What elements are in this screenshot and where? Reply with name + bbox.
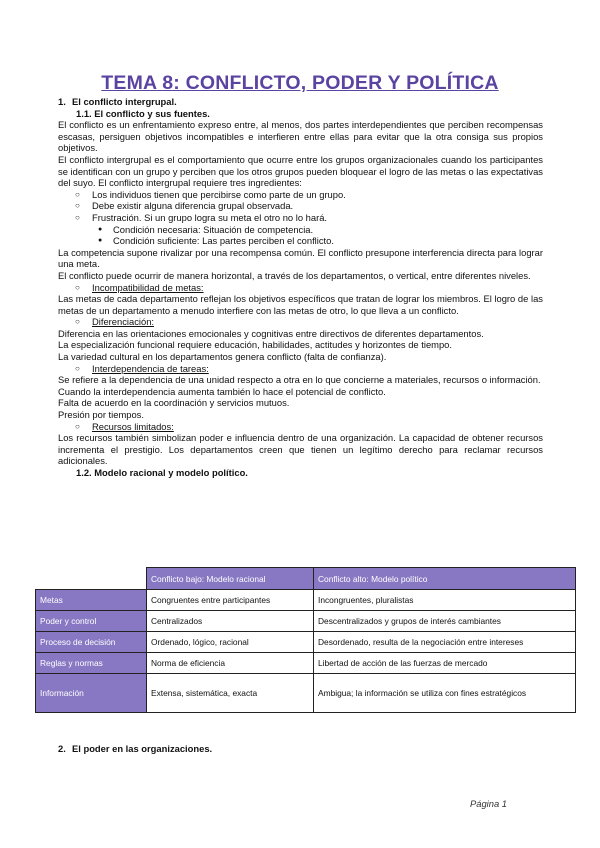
section-heading-2: 2. El poder en las organizaciones. (58, 743, 213, 754)
table-header: Conflicto bajo: Modelo racional (147, 568, 314, 590)
list-item: ○ Debe existir alguna diferencia grupal observada. (58, 200, 543, 212)
table-cell: Norma de eficiencia (147, 653, 314, 674)
list-item: ○ Frustración. Si un grupo logra su meta el otro no lo hará. (58, 212, 543, 224)
paragraph: Falta de acuerdo en la coordinación y servicios mutuos. (58, 397, 290, 409)
table-header: Conflicto alto: Modelo político (314, 568, 576, 590)
paragraph: El conflicto puede ocurrir de manera horizontal, a través de los departamentos, o vertical, entre diferentes niveles. (58, 269, 531, 281)
paragraph: La competencia supone rivalizar por una recompensa común. El conflicto presupone interferencia directa para lograr una meta. (58, 246, 543, 270)
page-number: Página 1 (470, 798, 508, 809)
bullet-heading: Interdependencia de tareas: (92, 362, 209, 374)
subsection-heading-1-1: 1.1. El conflicto y sus fuentes. (76, 107, 210, 119)
row-header: Información (36, 674, 147, 713)
table-row (36, 611, 576, 632)
table-row (36, 674, 576, 713)
paragraph: Los recursos también simbolizan poder e influencia dentro de una organización. La capacidad de obtener recursos incrementa el prestigio. Los departamentos creen que tienen un legítimo derecho para reclamar recursos adicionales. (58, 432, 543, 467)
list-subitem: ● Condición suficiente: Las partes perciben el conflicto. (58, 235, 543, 247)
table-cell: Incongruentes, pluralistas (314, 590, 576, 611)
page-title: TEMA 8: CONFLICTO, PODER Y POLÍTICA (101, 72, 499, 94)
table-cell: Desordenado, resulta de la negociación entre intereses (314, 632, 576, 653)
table-cell: Descentralizados y grupos de interés cambiantes (314, 611, 576, 632)
paragraph: El conflicto intergrupal es el comportamiento que ocurre entre los grupos organizacionales cuando los participantes se identifican con un grupo y perciben que los otros grupos pueden bloquear el logro de las metas o las expectativas del suyo. El conflicto intergrupal requiere tres ingredientes: (58, 153, 543, 189)
table-cell: Ordenado, lógico, racional (147, 632, 314, 653)
table-row (36, 653, 576, 674)
paragraph: La especialización funcional requiere educación, habilidades, actitudes y horizontes de tiempo. (58, 339, 452, 351)
table-row (36, 590, 576, 611)
row-header: Proceso de decisión (36, 632, 147, 653)
row-header: Poder y control (36, 611, 147, 632)
table-corner (36, 568, 147, 590)
paragraph: Diferencia en las orientaciones emocionales y cognitivas entre directivos de diferentes departamentos. (58, 327, 484, 339)
bullet-heading: Recursos limitados: (92, 420, 174, 432)
paragraph: Presión por tiempos. (58, 409, 144, 421)
main-content (58, 96, 543, 479)
table-cell: Libertad de acción de las fuerzas de mercado (314, 653, 576, 674)
list-item: ○ Los individuos tienen que percibirse como parte de un grupo. (58, 189, 543, 201)
ingredients-list (58, 189, 543, 247)
table-cell: Ambigua; la información se utiliza con fines estratégicos (314, 674, 576, 713)
table-cell: Centralizados (147, 611, 314, 632)
paragraph: La variedad cultural en los departamentos genera conflicto (falta de confianza). (58, 351, 387, 363)
table-cell: Congruentes entre participantes (147, 590, 314, 611)
table-header-row (36, 568, 576, 590)
table-row (36, 632, 576, 653)
table-cell: Extensa, sistemática, exacta (147, 674, 314, 713)
models-table (35, 567, 576, 713)
paragraph: Cuando la interdependencia aumenta también lo hace el potencial de conflicto. (58, 385, 386, 397)
row-header: Reglas y normas (36, 653, 147, 674)
subsection-heading-1-2: 1.2. Modelo racional y modelo político. (76, 467, 248, 478)
bullet-heading: Incompatibilidad de metas: (92, 281, 204, 293)
list-subitem: ● Condición necesaria: Situación de competencia. (58, 224, 543, 236)
paragraph: El conflicto es un enfrentamiento expreso entre, al menos, dos partes interdependientes que perciben recompensas escasas, persiguen objetivos incompatibles e interfieren entre ellas para evitar que la otra consiga sus propios objetivos. (58, 119, 543, 154)
row-header: Metas (36, 590, 147, 611)
section-heading-1: 1. El conflicto intergrupal. (58, 96, 177, 107)
bullet-heading: Diferenciación: (92, 316, 155, 328)
paragraph: Se refiere a la dependencia de una unidad respecto a otra en lo que concierne a materiales, recursos o información. (58, 374, 541, 386)
paragraph: Las metas de cada departamento reflejan los objetivos específicos que tratan de lograr los miembros. El logro de las metas de un departamento a menudo interfiere con las metas de otro, lo que lleva a un conflicto. (58, 293, 543, 316)
